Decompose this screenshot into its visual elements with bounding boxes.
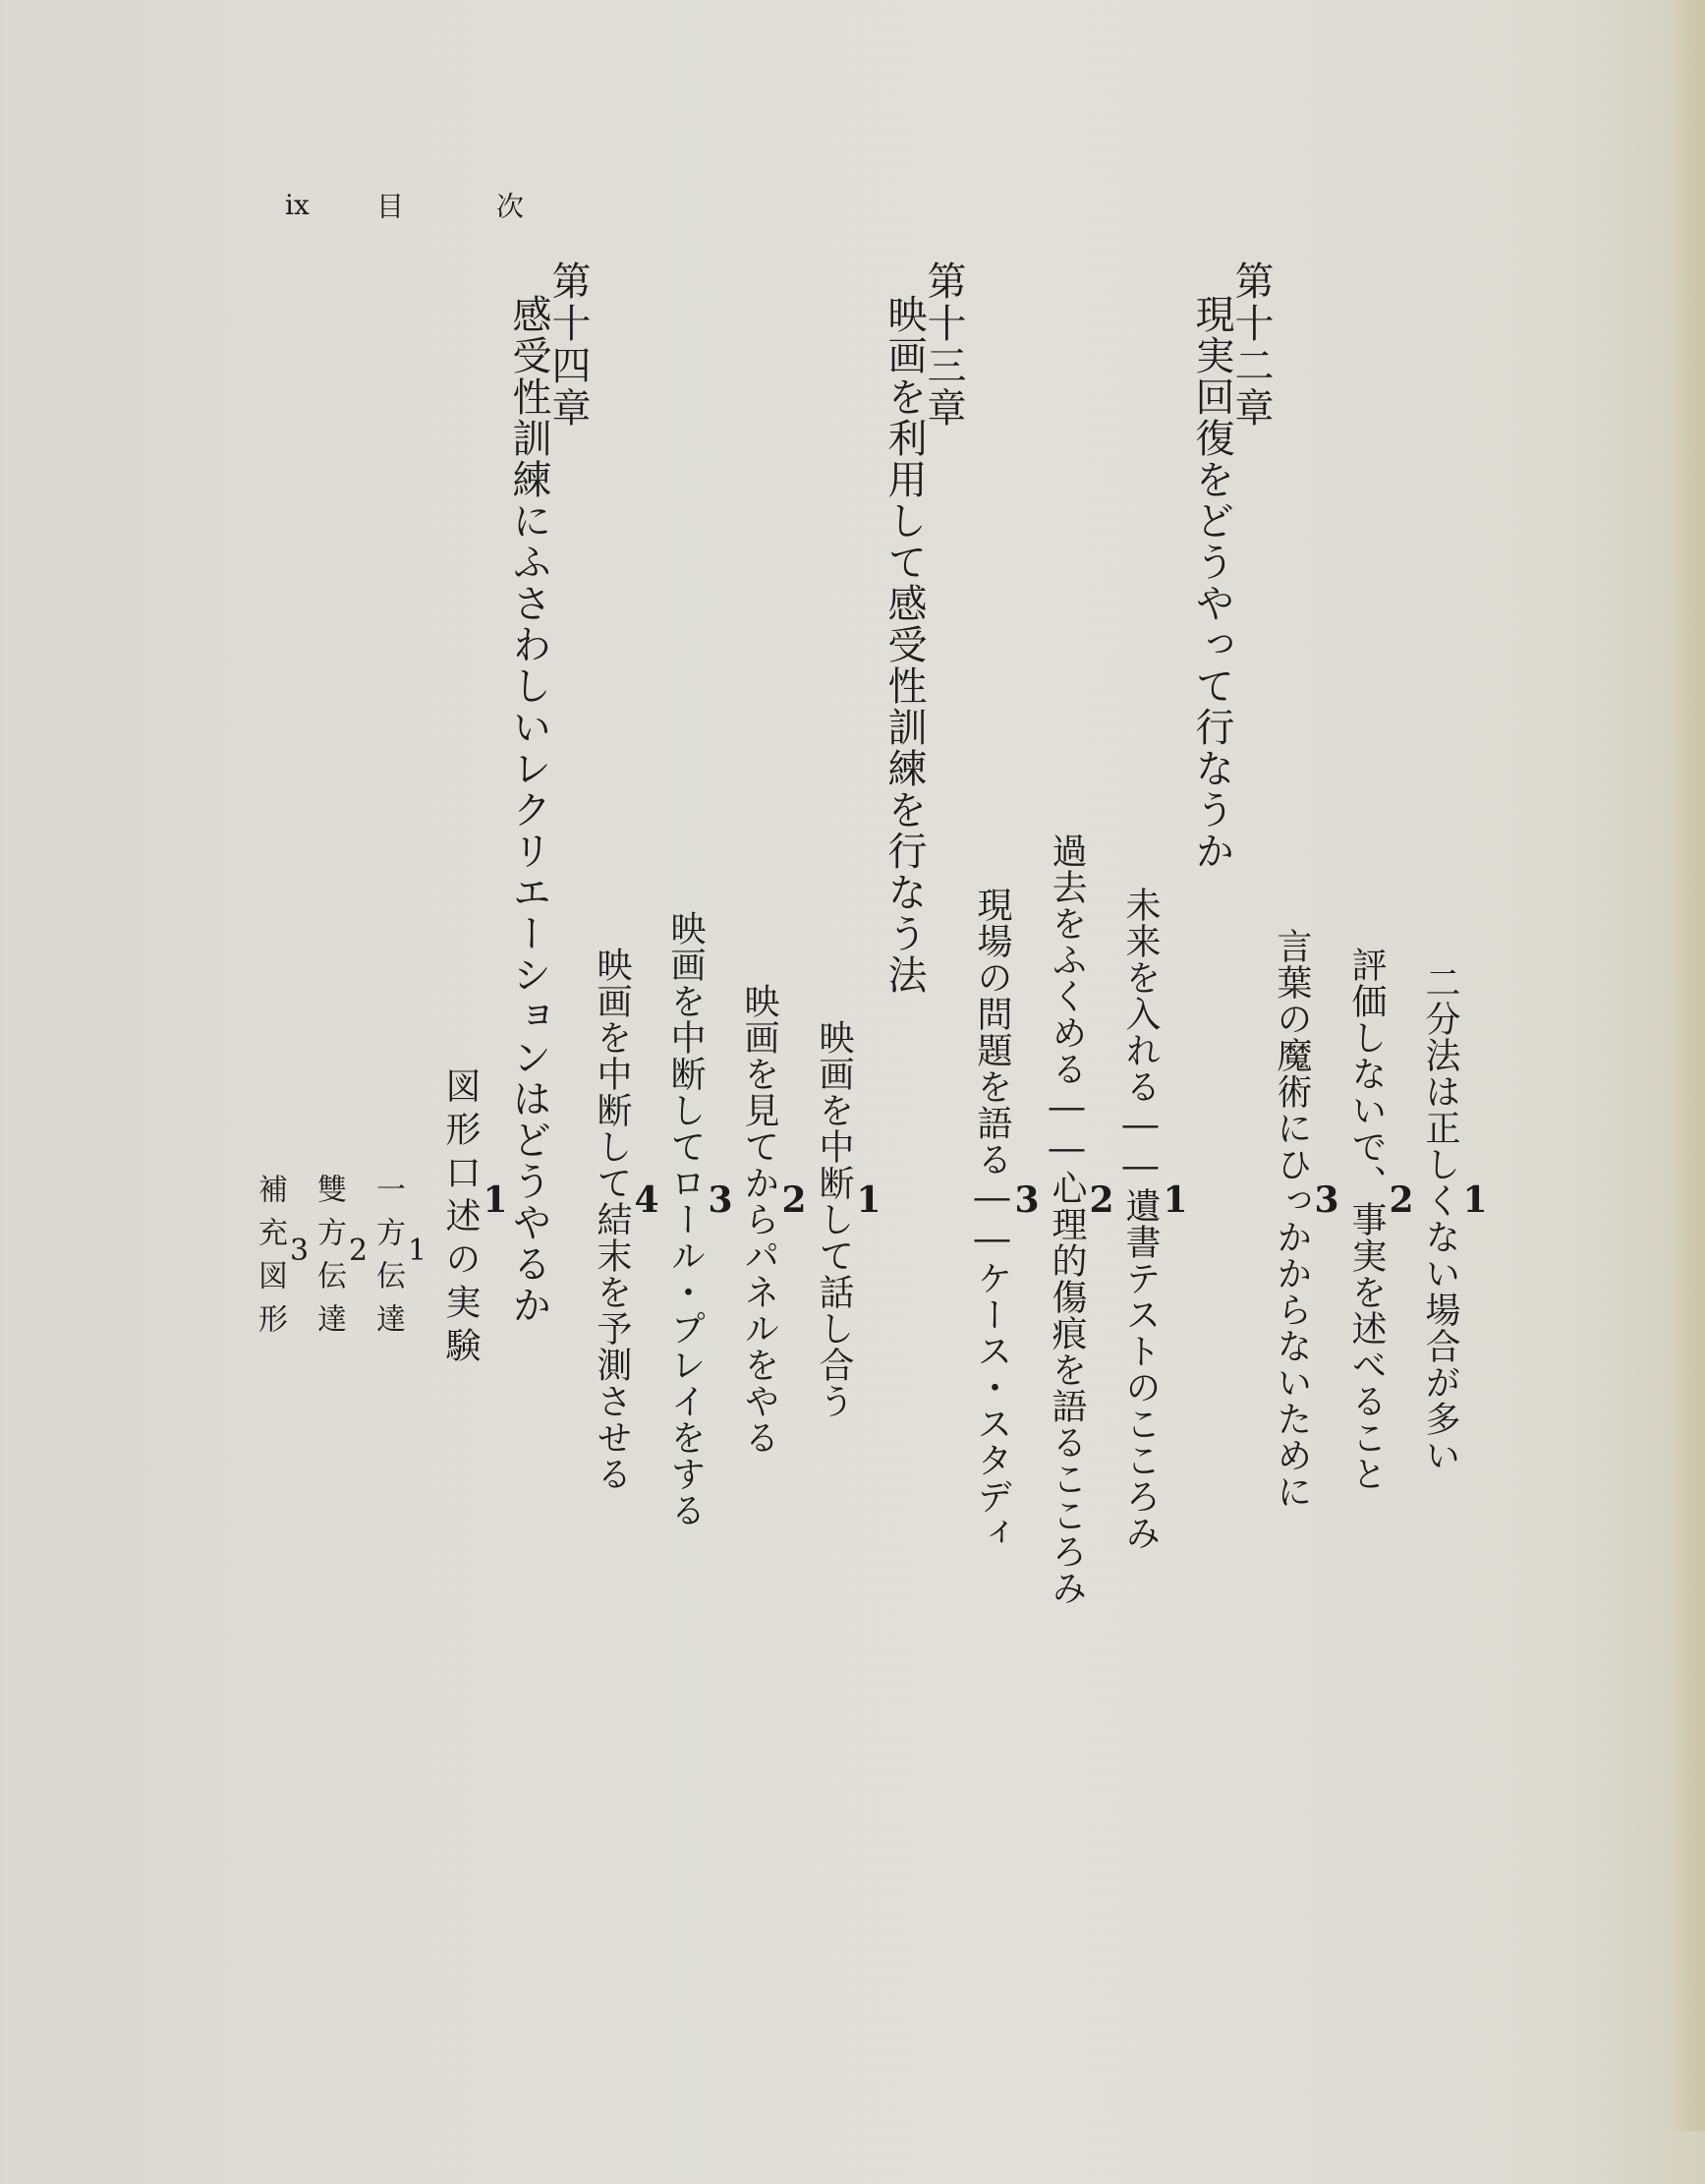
- entry-number: 2: [1381, 1178, 1422, 1222]
- entry-title: 図形口述の実験: [440, 1067, 481, 1370]
- toc-entry[interactable]: [812, 295, 889, 2143]
- toc-subentry[interactable]: [310, 336, 375, 2184]
- chapter-heading[interactable]: [1189, 260, 1274, 872]
- toc-entry[interactable]: [1270, 295, 1347, 2143]
- entry-number: 3: [1306, 1178, 1347, 1222]
- entry-title: 言葉の魔術にひっかからないために: [1272, 928, 1312, 1510]
- entry-title: 一方伝達: [370, 1174, 405, 1347]
- toc-subentry[interactable]: [251, 336, 316, 2184]
- header-title-first: 目: [372, 192, 405, 219]
- entry-title: 映画を中断して話し合う: [814, 1018, 854, 1419]
- header-title-second: 次: [492, 192, 525, 219]
- toc-entry[interactable]: [1045, 295, 1122, 2143]
- entry-number: 1: [1155, 1178, 1196, 1222]
- chapter-number: 第十二章: [1228, 260, 1274, 430]
- entry-number: 4: [626, 1178, 667, 1222]
- chapter-heading[interactable]: [506, 260, 591, 1326]
- entry-title: 補充図形: [253, 1174, 287, 1347]
- toc-entry[interactable]: [1418, 295, 1496, 2143]
- toc-entry[interactable]: [1344, 295, 1422, 2143]
- toc-entry[interactable]: [737, 295, 815, 2143]
- toc-entry[interactable]: [663, 295, 741, 2143]
- chapter-title: 映画を利用して感受性訓練を行なう法: [881, 294, 927, 996]
- entry-number: 2: [1081, 1178, 1122, 1222]
- entry-number: 1: [400, 1233, 434, 1268]
- toc-entry[interactable]: [590, 295, 667, 2143]
- page-number: ix: [285, 189, 310, 221]
- entry-title: 映画を中断して結末を予測させる: [592, 946, 632, 1492]
- toc-entry[interactable]: [1118, 295, 1196, 2143]
- entry-number: 1: [475, 1178, 516, 1222]
- entry-number: 2: [341, 1233, 375, 1268]
- entry-title: 未来を入れる――遺書テストのこころみ: [1120, 887, 1161, 1551]
- entry-number: 1: [848, 1178, 889, 1222]
- toc-entry[interactable]: [970, 295, 1048, 2143]
- entry-number: 3: [282, 1233, 316, 1268]
- entry-title: 映画を見てからパネルをやる: [739, 982, 779, 1456]
- entry-number: 2: [773, 1178, 815, 1222]
- entry-title: 雙方伝達: [312, 1174, 346, 1347]
- entry-title: 過去をふくめる――心理的傷痕を語るこころみ: [1047, 832, 1087, 1606]
- chapter-title: 感受性訓練にふさわしいレクリエーションはどうやるか: [506, 294, 551, 1326]
- entry-title: 二分法は正しくない場合が多い: [1420, 964, 1460, 1473]
- entry-number: 3: [1006, 1178, 1048, 1222]
- chapter-number: 第十三章: [921, 260, 966, 430]
- toc-entry[interactable]: [438, 295, 516, 2143]
- toc-subentry[interactable]: [369, 336, 434, 2184]
- chapter-heading[interactable]: [881, 260, 966, 996]
- chapter-title: 現実回復をどうやって行なうか: [1189, 294, 1234, 872]
- entry-number: 3: [700, 1178, 741, 1222]
- entry-number: 1: [1454, 1178, 1496, 1222]
- entry-title: 映画を中断してロール・プレイをする: [665, 909, 706, 1528]
- chapter-number: 第十四章: [545, 260, 591, 430]
- page-edge-shadow: [1668, 0, 1705, 2131]
- entry-title: 評価しないで、事実を述べること: [1346, 946, 1387, 1492]
- entry-title: 現場の問題を語る――ケース・スタディ: [972, 887, 1012, 1551]
